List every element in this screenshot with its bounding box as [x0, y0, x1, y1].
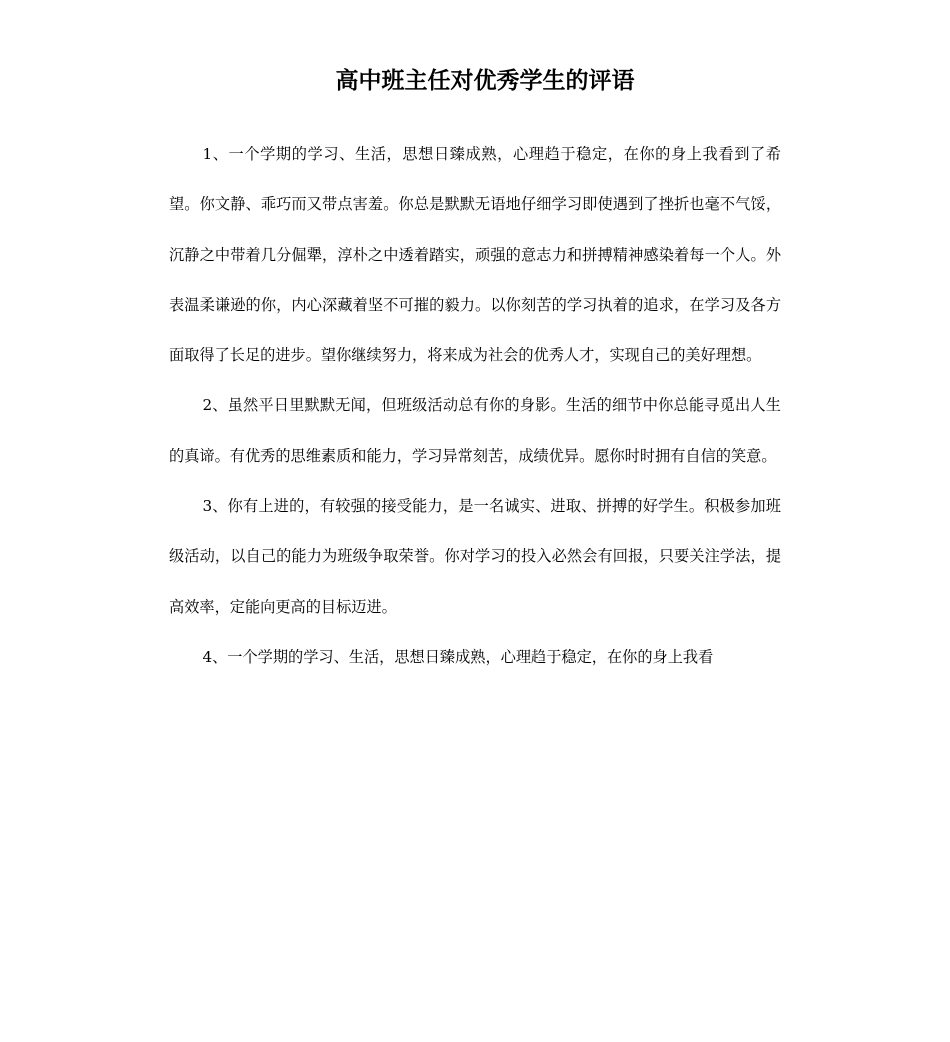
document-body — [169, 129, 781, 682]
comment-paragraph-2: 2、虽然平日里默默无闻，但班级活动总有你的身影。生活的细节中你总能寻觅出人生的真谛。有优秀的思维素质和能力，学习异常刻苦，成绩优异。愿你时时拥有自信的笑意。 — [169, 396, 781, 465]
comment-paragraph-4: 4、一个学期的学习、生活，思想日臻成熟，心理趋于稳定，在你的身上我看 — [202, 647, 714, 666]
document-title: 高中班主任对优秀学生的评语 — [335, 68, 635, 94]
comment-paragraph-3: 3、你有上进的，有较强的接受能力，是一名诚实、进取、拼搏的好学生。积极参加班级活动，以自己的能力为班级争取荣誉。你对学习的投入必然会有回报，只要关注学法，提高效率，定能向更高的目标迈进。 — [169, 497, 781, 616]
comment-paragraph-1: 1、一个学期的学习、生活，思想日臻成熟，心理趋于稳定，在你的身上我看到了希望。你文静、乖巧而又带点害羞。你总是默默无语地仔细学习即使遇到了挫折也毫不气馁，沉静之中带着几分倔犟，淳朴之中透着踏实，顽强的意志力和拼搏精神感染着每一个人。外表温柔谦逊的你，内心深藏着坚不可摧的毅力。以你刻苦的学习执着的追求，在学习及各方面取得了长足的进步。望你继续努力，将来成为社会的优秀人才，实现自己的美好理想。 — [169, 145, 781, 365]
